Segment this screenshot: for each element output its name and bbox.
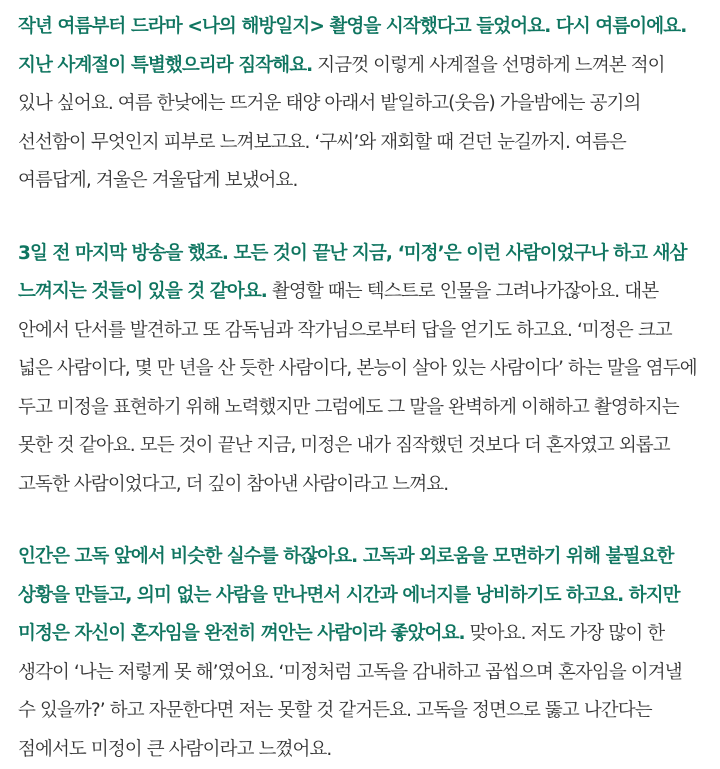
question-highlight: 3일 전 마지막 방송을 했죠. 모든 것이 끝난 지금, ‘미정’은 이런 사람이었구나 하고 새삼 느껴지는 것들이 있을 것 같아요. <box>18 242 687 302</box>
answer-text: 맞아요. 저도 가장 많이 한 생각이 ‘나는 저렇게 못 해’였어요. ‘미정처럼 고독을 감내하고 곱씹으며 혼자임을 이겨낼 수 있을까?’ 하고 자문한다면 저는 못할 것 같거든요. 고독을 정면으로 뚫고 나간다는 점에서도 미정이 큰 사람이라고 느꼈어요. <box>18 623 682 760</box>
paragraph-3 <box>18 538 702 769</box>
paragraph-1 <box>18 8 702 201</box>
answer-text: 지금껏 이렇게 사계절을 선명하게 느껴본 적이 있나 싶어요. 여름 한낮에는 뜨거운 태양 아래서 밭일하고(웃음) 가을밤에는 공기의 선선함이 무엇인지 피부로 느껴보고요. ‘구씨’와 재회할 때 걷던 눈길까지. 여름은 여름답게, 겨울은 겨울답게 보냈어요. <box>18 54 665 191</box>
question-highlight: 작년 여름부터 드라마 <나의 해방일지> 촬영을 시작했다고 들었어요. 다시 여름이에요. 지난 사계절이 특별했으리라 짐작해요. <box>18 16 687 76</box>
question-highlight: 인간은 고독 앞에서 비슷한 실수를 하잖아요. 고독과 외로움을 모면하기 위해 불필요한 상황을 만들고, 의미 없는 사람을 만나면서 시간과 에너지를 낭비하기도 하고요. 하지만 미정은 자신이 혼자임을 완전히 껴안는 사람이라 좋았어요. <box>18 546 680 644</box>
answer-text: 촬영할 때는 텍스트로 인물을 그려나가잖아요. 대본 안에서 단서를 발견하고 또 감독님과 작가님으로부터 답을 얻기도 하고요. ‘미정은 크고 넓은 사람이다, 몇 만 년을 산 듯한 사람이다, 본능이 살아 있는 사람이다’ 하는 말을 염두에 두고 미정을 표현하기 위해 노력했지만 그럼에도 그 말을 완벽하게 이해하고 촬영하지는 못한 것 같아요. 모든 것이 끝난 지금, 미정은 내가 짐작했던 것보다 더 혼자였고 외롭고 고독한 사람이었다고, 더 깊이 참아낸 사람이라고 느껴요. <box>18 281 697 495</box>
paragraph-2 <box>18 235 702 505</box>
